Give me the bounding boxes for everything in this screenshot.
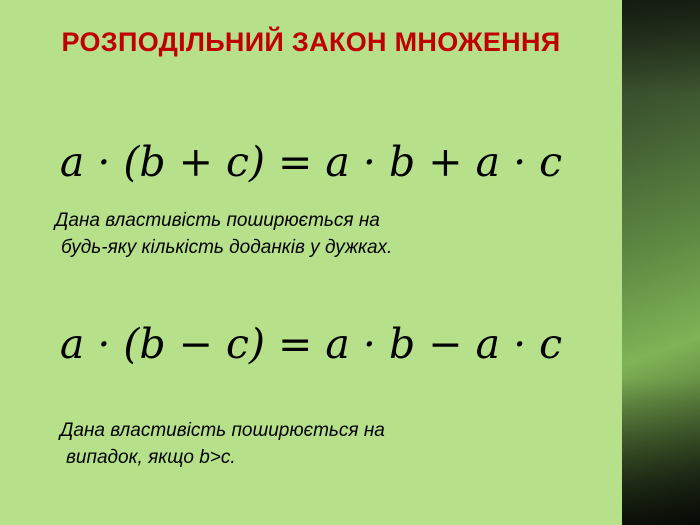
formula-distributive-subtraction: a · (b − c) = a · b − a · c bbox=[59, 320, 563, 368]
decorative-right-band bbox=[622, 0, 700, 525]
note-subtraction bbox=[60, 418, 570, 472]
note-subtraction-line-1: Дана властивість поширюється на bbox=[60, 420, 385, 441]
note-addition-line-1: Дана властивість поширюється на bbox=[55, 210, 380, 231]
note-addition bbox=[55, 208, 575, 262]
page-title: РОЗПОДІЛЬНИЙ ЗАКОН МНОЖЕННЯ bbox=[61, 27, 561, 57]
note-addition-line-2: будь-яку кількість доданків у дужках. bbox=[61, 236, 393, 258]
decorative-band-overlay bbox=[622, 0, 700, 525]
formula-distributive-addition: a · (b + c) = a · b + a · c bbox=[59, 138, 563, 186]
note-subtraction-line-2: випадок, якщо b>c. bbox=[66, 446, 236, 468]
